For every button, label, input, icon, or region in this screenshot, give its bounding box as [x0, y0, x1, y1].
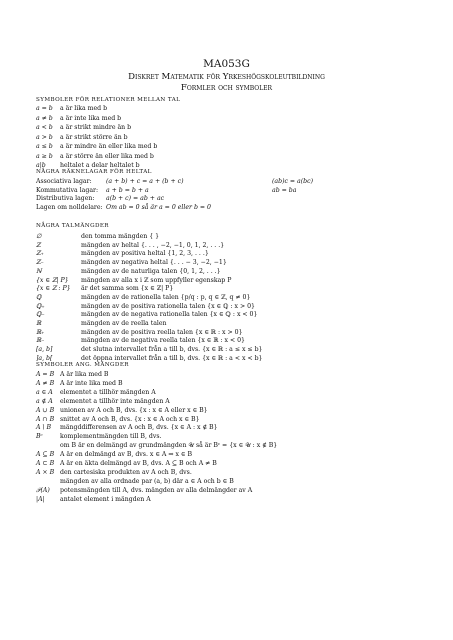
law-formula-multiplicative: (ab)c = a(bc)	[272, 178, 314, 185]
numberset-description: mängden av de rationella talen {p/q : p, q ∈ ℤ, q ≠ 0}	[81, 293, 251, 301]
numberset-description: mängden av de reella talen	[81, 320, 167, 327]
set-symbol-symbol: |A|	[36, 495, 45, 503]
numberset-symbol: {x ∈ ℤ : P}	[36, 285, 71, 293]
numberset-symbol: ]a, b[	[36, 354, 53, 362]
law-formula-multiplicative: ab = ba	[272, 186, 297, 194]
numberset-symbol: ℚ₊	[36, 302, 45, 310]
set-symbol-symbol: A ∩ B	[36, 415, 55, 423]
numberset-description: det öppna intervallet från a till b, dvs. {x ∈ ℝ : a < x < b}	[81, 354, 263, 362]
numberset-symbol: ℤ₊	[36, 250, 44, 258]
numberset-description: mängden av de negativa reella talen {x ∈ ℝ : x < 0}	[81, 337, 245, 345]
numberset-description: det slutna intervallet från a till b, dvs. {x ∈ ℝ : a ≤ x ≤ b}	[81, 346, 263, 354]
relation-symbol: a ≠ b	[36, 114, 53, 122]
set-symbol-symbol: A ∪ B	[36, 406, 55, 414]
set-symbol-description: A är en delmängd av B, dvs. x ∈ A ⇒ x ∈ B	[60, 451, 193, 459]
law-formula: Om ab = 0 så är a = 0 eller b = 0	[106, 204, 211, 212]
set-symbol-description: potensmängden till A, dvs. mängden av alla delmängder av A	[60, 486, 253, 494]
numberset-description: mängden av de positiva reella talen {x ∈ ℝ : x > 0}	[81, 328, 243, 336]
set-symbol-symbol: A \ B	[36, 424, 52, 432]
set-symbol-symbol: A = B	[36, 371, 55, 378]
laws-heading: NÅGRA RÄKNELAGAR FÖR HELTAL	[36, 169, 152, 175]
numberset-symbol: ℝ₋	[36, 337, 45, 345]
numberset-symbol: ℚ	[36, 293, 42, 301]
numberset-symbol: ℚ₋	[36, 311, 45, 319]
numberset-description: mängden av heltal {. . . , −2, −1, 0, 1, 2, . . .}	[81, 241, 225, 249]
relation-description: heltalet a delar heltalet b	[60, 162, 140, 169]
numberset-description: den tomma mängden { }	[81, 233, 160, 240]
course-code: MA053G	[203, 58, 250, 70]
set-symbol-description: A är lika med B	[60, 371, 109, 378]
numberset-symbol: ℤ₋	[36, 259, 44, 267]
set-symbol-description: komplementmängden till B, dvs.	[60, 433, 162, 441]
set-symbol-symbol: A × B	[36, 468, 55, 476]
numberset-description: mängden av positiva heltal {1, 2, 3, . . .}	[81, 250, 209, 258]
law-name: Associativa lagar:	[36, 178, 92, 185]
set-symbol-symbol: A ⊂ B	[36, 460, 55, 467]
numberset-symbol: ℕ	[36, 267, 42, 275]
relation-description: a är inte lika med b	[60, 114, 122, 122]
set-symbol-symbol: a ∉ A	[36, 397, 53, 405]
set-symbol-symbol: 𝒫(A)	[36, 486, 50, 494]
law-formula: a(b + c) = ab + ac	[106, 195, 165, 203]
law-formula: (a + b) + c = a + (b + c)	[106, 178, 184, 185]
set-symbol-symbol: Bᶜ	[36, 433, 43, 441]
relation-description: a är strikt mindre än b	[60, 124, 132, 131]
numberset-description: mängden av negativa heltal {. . . − 3, −2, −1}	[81, 259, 227, 267]
sets-heading: SYMBOLER ANG. MÄNGDER	[36, 362, 129, 368]
set-symbol-description: mängden av alla ordnade par (a, b) där a ∈ A och b ∈ B	[60, 477, 234, 485]
set-symbol-symbol: A ⊆ B	[36, 451, 55, 459]
set-symbol-description: antalet element i mängden A	[60, 495, 151, 503]
relation-symbol: a ≤ b	[36, 143, 53, 150]
numberset-description: mängden av de positiva rationella talen {x ∈ ℚ : x > 0}	[81, 302, 255, 310]
set-symbol-description: den cartesiska produkten av A och B, dvs.	[60, 468, 192, 476]
numberset-description: mängden av alla x i ℤ som uppfyller egenskap P	[81, 276, 232, 284]
numberset-symbol: {x ∈ ℤ| P}	[36, 276, 69, 284]
set-symbol-description: snittet av A och B, dvs. {x : x ∈ A och x ∈ B}	[60, 415, 200, 423]
numberset-symbol: ℝ₊	[36, 328, 45, 336]
numberset-symbol: ∅	[36, 233, 42, 240]
relation-symbol: a|b	[36, 162, 46, 169]
set-symbol-description: mängddifferensen av A och B, dvs. {x ∈ A : x ∉ B}	[60, 424, 218, 432]
set-symbol-description: A är inte lika med B	[60, 379, 123, 387]
relation-description: a är lika med b	[60, 105, 108, 112]
relation-symbol: a < b	[36, 124, 53, 131]
relation-description: a är strikt större än b	[60, 133, 128, 141]
law-name: Lagen om nolldelare:	[36, 204, 103, 212]
law-formula: a + b = b + a	[106, 186, 149, 194]
numberset-description: mängden av de negativa rationella talen {x ∈ ℚ : x < 0}	[81, 311, 258, 319]
relation-description: a är större än eller lika med b	[60, 152, 154, 160]
numberset-symbol: ℝ	[36, 320, 42, 327]
law-name: Distributiva lagen:	[36, 195, 95, 203]
numberset-symbol: [a, b]	[36, 346, 53, 354]
numberset-description: är det samma som {x ∈ ℤ| P}	[81, 285, 174, 293]
law-name: Kommutativa lagar:	[36, 186, 99, 194]
numberset-description: mängden av de naturliga talen {0, 1, 2, . . .}	[81, 267, 221, 275]
relation-symbol: a = b	[36, 105, 53, 112]
set-symbol-description: om B är en delmängd av grundmängden 𝒰 så är Bᶜ = {x ∈ 𝒰 : x ∉ B}	[60, 442, 278, 450]
relation-description: a är mindre än eller lika med b	[60, 143, 158, 150]
set-symbol-description: A är en äkta delmängd av B, dvs. A ⊆ B och A ≠ B	[60, 460, 217, 467]
set-symbol-description: elementet a tillhör inte mängden A	[60, 397, 170, 405]
numbersets-heading: NÅGRA TALMÄNGDER	[36, 223, 109, 229]
set-symbol-symbol: A ≠ B	[36, 379, 55, 387]
relation-symbol: a > b	[36, 133, 53, 141]
relation-symbol: a ≥ b	[36, 152, 53, 160]
set-symbol-description: unionen av A och B, dvs. {x : x ∈ A eller x ∈ B}	[60, 406, 208, 414]
numberset-symbol: ℤ	[36, 241, 41, 249]
sheet-subtitle: Formler och symboler	[180, 83, 273, 93]
sheet-title: Diskret Matematik för Yrkeshögskoleutbildning	[128, 72, 325, 82]
relations-heading: SYMBOLER FÖR RELATIONER MELLAN TAL	[36, 97, 181, 103]
set-symbol-symbol: a ∈ A	[36, 388, 53, 396]
set-symbol-description: elementet a tillhör mängden A	[60, 388, 156, 396]
